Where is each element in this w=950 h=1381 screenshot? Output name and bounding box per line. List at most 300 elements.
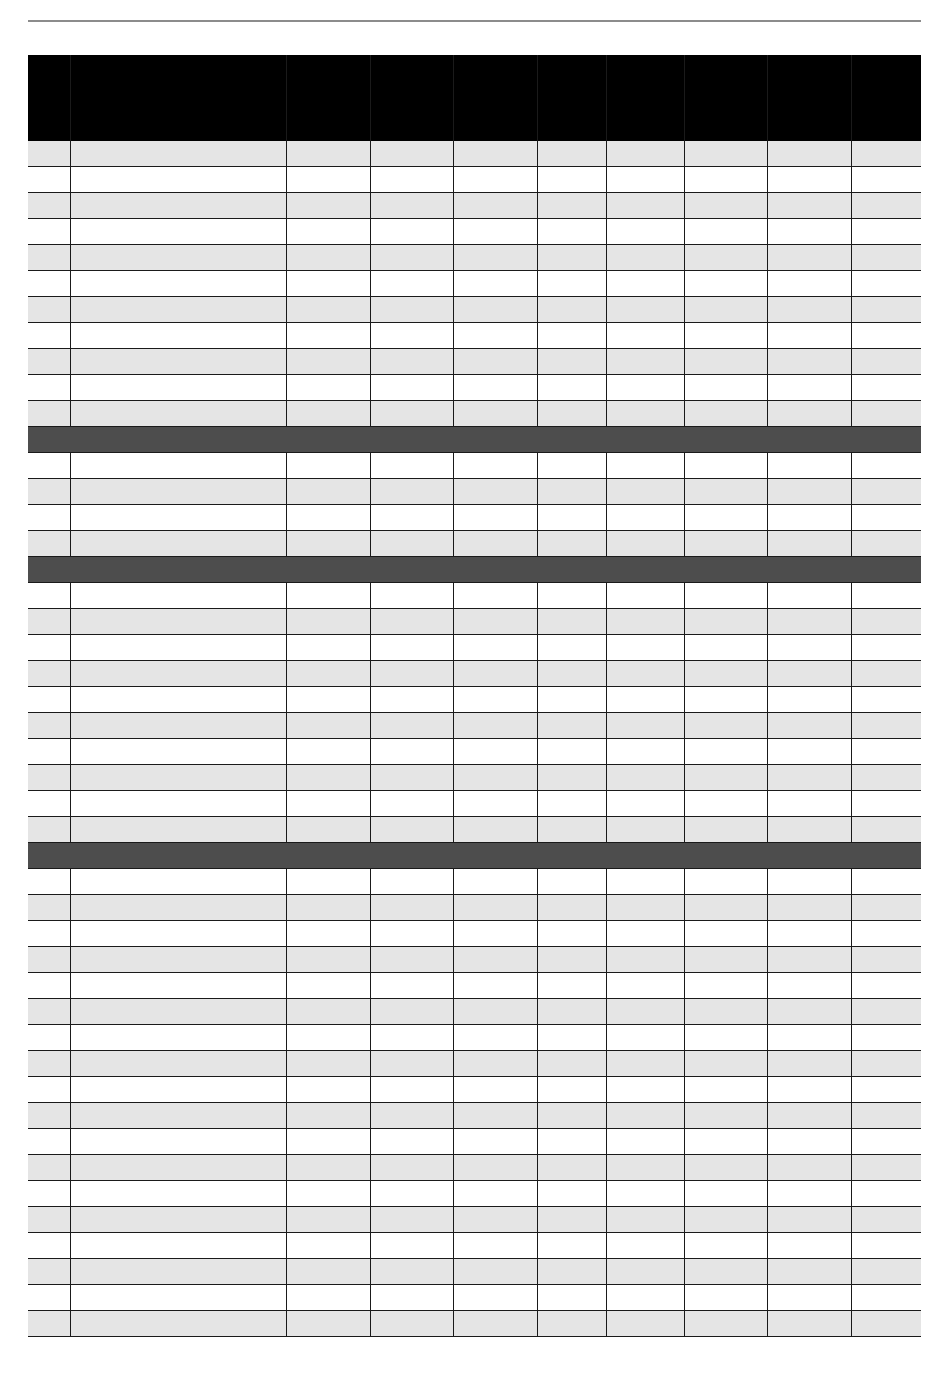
table-cell <box>28 713 70 739</box>
table-row <box>28 505 921 531</box>
table-cell <box>851 1259 921 1285</box>
section-header-label <box>28 843 921 869</box>
table-cell <box>453 921 537 947</box>
table-cell <box>453 583 537 609</box>
table-cell <box>606 817 684 843</box>
table-cell <box>684 1181 767 1207</box>
table-cell <box>767 869 851 895</box>
table-cell <box>453 1155 537 1181</box>
table-cell <box>767 297 851 323</box>
table-cell <box>851 297 921 323</box>
table-cell <box>684 1103 767 1129</box>
table-cell <box>28 401 70 427</box>
table-cell <box>286 1207 370 1233</box>
table-cell <box>851 661 921 687</box>
table-cell <box>684 479 767 505</box>
table-cell <box>537 635 606 661</box>
table-cell <box>453 661 537 687</box>
table-cell <box>453 635 537 661</box>
table-cell <box>286 349 370 375</box>
table-cell <box>537 505 606 531</box>
table-cell <box>537 869 606 895</box>
table-cell <box>70 765 286 791</box>
table-cell <box>286 453 370 479</box>
table-cell <box>370 531 453 557</box>
table-cell <box>767 973 851 999</box>
table-cell <box>767 375 851 401</box>
table-cell <box>537 1155 606 1181</box>
table-cell <box>537 401 606 427</box>
table-cell <box>537 1051 606 1077</box>
table-cell <box>370 999 453 1025</box>
table-cell <box>70 713 286 739</box>
table-cell <box>28 505 70 531</box>
table-cell <box>370 791 453 817</box>
table-row <box>28 1181 921 1207</box>
table-cell <box>453 1207 537 1233</box>
table-cell <box>28 1311 70 1337</box>
table-cell <box>537 713 606 739</box>
column-header-2 <box>70 55 286 141</box>
table-cell <box>851 323 921 349</box>
table-cell <box>453 1103 537 1129</box>
table-cell <box>28 141 70 167</box>
table-cell <box>70 635 286 661</box>
table-cell <box>28 1051 70 1077</box>
table-cell <box>370 453 453 479</box>
table-cell <box>767 609 851 635</box>
table-cell <box>70 1285 286 1311</box>
table-cell <box>453 167 537 193</box>
table-cell <box>684 297 767 323</box>
table-row <box>28 635 921 661</box>
table-cell <box>684 141 767 167</box>
table-cell <box>851 1181 921 1207</box>
table-row <box>28 245 921 271</box>
table-cell <box>28 323 70 349</box>
table-cell <box>606 453 684 479</box>
table-cell <box>851 765 921 791</box>
table-cell <box>70 1181 286 1207</box>
table-cell <box>370 141 453 167</box>
table-cell <box>767 1051 851 1077</box>
table-cell <box>453 791 537 817</box>
table-cell <box>684 1077 767 1103</box>
table-row <box>28 791 921 817</box>
table-cell <box>370 609 453 635</box>
table-cell <box>537 999 606 1025</box>
table-cell <box>851 401 921 427</box>
table-row <box>28 869 921 895</box>
table-cell <box>767 1311 851 1337</box>
table-cell <box>370 895 453 921</box>
table-cell <box>370 1311 453 1337</box>
table-cell <box>767 219 851 245</box>
table-cell <box>286 1103 370 1129</box>
table-cell <box>851 999 921 1025</box>
table-row <box>28 1311 921 1337</box>
table-cell <box>28 1285 70 1311</box>
table-header <box>28 55 921 141</box>
table-cell <box>370 323 453 349</box>
table-cell <box>537 1233 606 1259</box>
table-cell <box>684 765 767 791</box>
table-cell <box>537 1103 606 1129</box>
table-cell <box>537 1025 606 1051</box>
table-cell <box>70 245 286 271</box>
table-cell <box>453 1051 537 1077</box>
table-row <box>28 765 921 791</box>
table-cell <box>606 1155 684 1181</box>
table-cell <box>370 375 453 401</box>
table-cell <box>606 1077 684 1103</box>
table-cell <box>28 531 70 557</box>
table-cell <box>606 947 684 973</box>
table-cell <box>537 817 606 843</box>
table-cell <box>453 1025 537 1051</box>
table-row <box>28 921 921 947</box>
table-cell <box>370 349 453 375</box>
table-cell <box>606 297 684 323</box>
table-cell <box>370 817 453 843</box>
table-cell <box>851 505 921 531</box>
table-cell <box>684 583 767 609</box>
table-cell <box>537 167 606 193</box>
table-cell <box>28 349 70 375</box>
table-cell <box>606 219 684 245</box>
table-cell <box>851 1103 921 1129</box>
table-cell <box>537 375 606 401</box>
table-cell <box>537 1285 606 1311</box>
table-cell <box>851 141 921 167</box>
table-cell <box>28 1103 70 1129</box>
table-cell <box>370 1181 453 1207</box>
table-cell <box>767 687 851 713</box>
table-cell <box>286 635 370 661</box>
table-cell <box>606 661 684 687</box>
table-cell <box>767 661 851 687</box>
table-row <box>28 1207 921 1233</box>
table-cell <box>370 1233 453 1259</box>
table-cell <box>767 947 851 973</box>
table-cell <box>606 375 684 401</box>
header-row <box>28 55 921 141</box>
table-cell <box>286 1155 370 1181</box>
table-cell <box>767 453 851 479</box>
table-cell <box>370 687 453 713</box>
table-cell <box>606 505 684 531</box>
table-cell <box>851 453 921 479</box>
table-cell <box>28 1129 70 1155</box>
table-cell <box>851 479 921 505</box>
table-cell <box>286 791 370 817</box>
table-row <box>28 817 921 843</box>
table-cell <box>767 349 851 375</box>
table-cell <box>70 869 286 895</box>
table-cell <box>767 739 851 765</box>
table-cell <box>537 947 606 973</box>
table-cell <box>767 1285 851 1311</box>
table-cell <box>767 583 851 609</box>
table-cell <box>370 921 453 947</box>
table-cell <box>684 1129 767 1155</box>
table-cell <box>684 375 767 401</box>
table-row <box>28 947 921 973</box>
table-cell <box>28 1207 70 1233</box>
table-cell <box>767 1077 851 1103</box>
top-rule <box>28 20 921 22</box>
table-cell <box>767 791 851 817</box>
table-cell <box>537 1259 606 1285</box>
table-cell <box>28 1077 70 1103</box>
table-row <box>28 1285 921 1311</box>
table-cell <box>767 141 851 167</box>
table-cell <box>370 1259 453 1285</box>
table-cell <box>370 1285 453 1311</box>
table-row <box>28 999 921 1025</box>
table-cell <box>767 167 851 193</box>
table-cell <box>28 817 70 843</box>
table-cell <box>453 947 537 973</box>
table-cell <box>70 401 286 427</box>
table-cell <box>453 297 537 323</box>
table-cell <box>684 713 767 739</box>
table-cell <box>606 349 684 375</box>
table-cell <box>537 193 606 219</box>
table-cell <box>684 1025 767 1051</box>
table-cell <box>28 245 70 271</box>
table-cell <box>286 1051 370 1077</box>
table-cell <box>537 1077 606 1103</box>
table-row <box>28 687 921 713</box>
table-cell <box>370 869 453 895</box>
table-cell <box>851 1311 921 1337</box>
table-cell <box>537 765 606 791</box>
table-cell <box>70 921 286 947</box>
table-cell <box>767 765 851 791</box>
table-cell <box>453 349 537 375</box>
table-cell <box>370 1155 453 1181</box>
table-cell <box>286 687 370 713</box>
table-cell <box>767 1155 851 1181</box>
table-cell <box>28 973 70 999</box>
table-cell <box>684 635 767 661</box>
table-cell <box>28 1025 70 1051</box>
table-row <box>28 349 921 375</box>
table-cell <box>453 1285 537 1311</box>
table-cell <box>606 1207 684 1233</box>
table-cell <box>286 531 370 557</box>
table-cell <box>70 453 286 479</box>
table-cell <box>286 947 370 973</box>
table-cell <box>537 349 606 375</box>
table-cell <box>286 193 370 219</box>
table-row <box>28 193 921 219</box>
table-cell <box>70 1129 286 1155</box>
table-cell <box>537 1129 606 1155</box>
table-cell <box>851 635 921 661</box>
table-cell <box>28 947 70 973</box>
table-cell <box>851 375 921 401</box>
table-cell <box>70 297 286 323</box>
table-cell <box>851 739 921 765</box>
table-cell <box>370 271 453 297</box>
table-cell <box>286 323 370 349</box>
table-cell <box>851 869 921 895</box>
table-cell <box>286 765 370 791</box>
table-cell <box>684 1207 767 1233</box>
table-cell <box>851 687 921 713</box>
table-cell <box>851 1285 921 1311</box>
table-cell <box>606 323 684 349</box>
table-cell <box>70 375 286 401</box>
table-cell <box>537 973 606 999</box>
table-cell <box>767 1233 851 1259</box>
table-cell <box>370 1077 453 1103</box>
table-cell <box>606 401 684 427</box>
table-cell <box>453 531 537 557</box>
table-cell <box>606 739 684 765</box>
table-cell <box>70 999 286 1025</box>
table-cell <box>851 947 921 973</box>
table-cell <box>453 323 537 349</box>
table-cell <box>370 1207 453 1233</box>
table-cell <box>684 1155 767 1181</box>
table-cell <box>606 973 684 999</box>
table-cell <box>370 973 453 999</box>
table-cell <box>370 193 453 219</box>
section-header-row <box>28 557 921 583</box>
table-cell <box>70 817 286 843</box>
table-cell <box>286 895 370 921</box>
column-header-9 <box>767 55 851 141</box>
table-cell <box>851 1155 921 1181</box>
table-cell <box>537 895 606 921</box>
table-cell <box>767 1207 851 1233</box>
table-cell <box>684 453 767 479</box>
table-cell <box>28 479 70 505</box>
table-cell <box>606 479 684 505</box>
table-cell <box>851 791 921 817</box>
table-cell <box>851 817 921 843</box>
table-cell <box>767 505 851 531</box>
table-row <box>28 973 921 999</box>
table-cell <box>851 245 921 271</box>
table-cell <box>453 687 537 713</box>
table-cell <box>370 765 453 791</box>
table-cell <box>70 1025 286 1051</box>
table-cell <box>606 1051 684 1077</box>
table-cell <box>453 1077 537 1103</box>
table-cell <box>70 609 286 635</box>
table-cell <box>606 765 684 791</box>
table-cell <box>70 687 286 713</box>
table-cell <box>606 895 684 921</box>
table-cell <box>767 479 851 505</box>
table-cell <box>286 401 370 427</box>
table-cell <box>70 505 286 531</box>
table-cell <box>851 167 921 193</box>
table-cell <box>684 1051 767 1077</box>
table-cell <box>70 1103 286 1129</box>
table-cell <box>767 921 851 947</box>
table-cell <box>70 167 286 193</box>
table-cell <box>767 1181 851 1207</box>
table-cell <box>370 713 453 739</box>
table-cell <box>453 999 537 1025</box>
table-cell <box>767 271 851 297</box>
data-table <box>28 55 921 1337</box>
table-cell <box>370 739 453 765</box>
table-cell <box>453 453 537 479</box>
table-cell <box>606 141 684 167</box>
table-cell <box>286 167 370 193</box>
table-cell <box>684 921 767 947</box>
table-row <box>28 271 921 297</box>
table-cell <box>286 479 370 505</box>
table-cell <box>28 167 70 193</box>
table-cell <box>70 323 286 349</box>
table-cell <box>70 1051 286 1077</box>
table-cell <box>537 1311 606 1337</box>
table-cell <box>286 583 370 609</box>
table-row <box>28 583 921 609</box>
table-cell <box>70 141 286 167</box>
table-cell <box>606 999 684 1025</box>
table-cell <box>286 817 370 843</box>
table-cell <box>684 1259 767 1285</box>
table-row <box>28 531 921 557</box>
table-cell <box>537 609 606 635</box>
table-cell <box>453 1233 537 1259</box>
table-cell <box>767 1259 851 1285</box>
table-cell <box>286 1025 370 1051</box>
table-cell <box>453 141 537 167</box>
table-cell <box>606 869 684 895</box>
table-cell <box>286 739 370 765</box>
table-cell <box>767 999 851 1025</box>
table-cell <box>370 635 453 661</box>
table-row <box>28 1077 921 1103</box>
table-cell <box>370 297 453 323</box>
table-cell <box>370 1129 453 1155</box>
table-cell <box>684 1233 767 1259</box>
table-cell <box>286 1077 370 1103</box>
table-cell <box>286 973 370 999</box>
table-cell <box>28 1181 70 1207</box>
table-cell <box>453 765 537 791</box>
table-cell <box>70 1259 286 1285</box>
table-cell <box>851 1207 921 1233</box>
table-body <box>28 141 921 1337</box>
column-header-5 <box>453 55 537 141</box>
table-cell <box>453 271 537 297</box>
table-cell <box>684 1285 767 1311</box>
table-cell <box>537 1207 606 1233</box>
table-row <box>28 895 921 921</box>
table-cell <box>684 791 767 817</box>
table-row <box>28 1129 921 1155</box>
table-cell <box>537 323 606 349</box>
table-cell <box>28 219 70 245</box>
table-cell <box>767 401 851 427</box>
table-cell <box>70 661 286 687</box>
table-cell <box>851 349 921 375</box>
table-cell <box>684 323 767 349</box>
table-cell <box>70 791 286 817</box>
table-cell <box>70 1233 286 1259</box>
table-cell <box>286 609 370 635</box>
